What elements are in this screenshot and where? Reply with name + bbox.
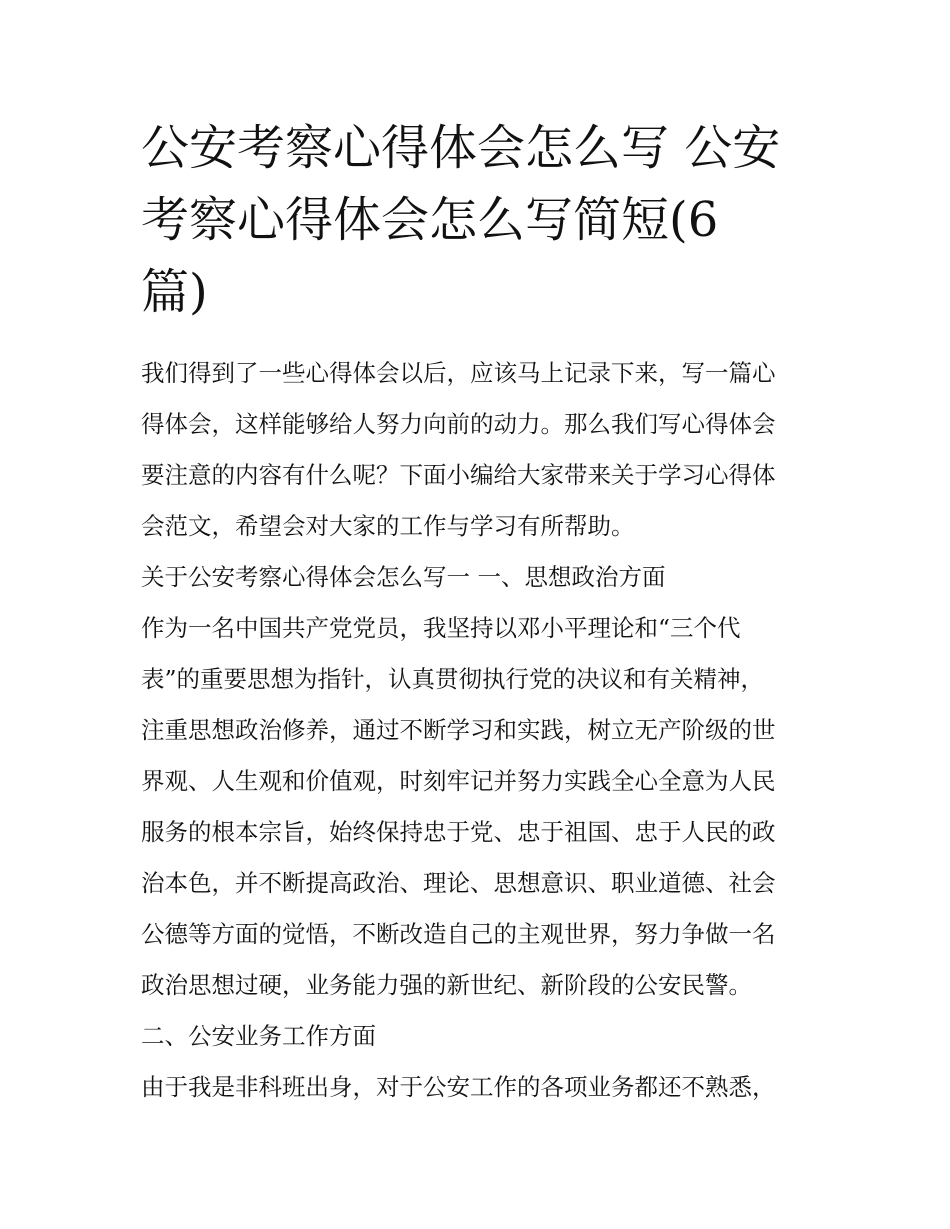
text-line: 由于我是非科班出身，对于公安工作的各项业务都还不熟悉， <box>141 1073 776 1101</box>
section-heading <box>141 1011 821 1062</box>
title-line: 考察心得体会怎么写简短(6 <box>141 192 719 248</box>
section1-heading: 关于公安考察心得体会怎么写一 一、思想政治方面 <box>141 563 666 591</box>
document-title <box>141 112 821 328</box>
title-line: 篇) <box>141 264 208 320</box>
text-line: 治本色，并不断提高政治、理论、思想意识、职业道德、社会 <box>141 869 776 897</box>
text-line: 会范文，希望会对大家的工作与学习有所帮助。 <box>141 512 635 540</box>
text-line: 公德等方面的觉悟，不断改造自己的主观世界，努力争做一名 <box>141 920 776 948</box>
document-content <box>141 112 821 1113</box>
text-line: 政治思想过硬，业务能力强的新世纪、新阶段的公安民警。 <box>141 971 752 999</box>
text-line: 表”的重要思想为指针，认真贯彻执行党的决议和有关精神， <box>141 665 765 693</box>
text-line: 服务的根本宗旨，始终保持忠于党、忠于祖国、忠于人民的政 <box>141 818 776 846</box>
text-line: 作为一名中国共产党党员，我坚持以邓小平理论和“三个代 <box>141 614 741 642</box>
text-line: 要注意的内容有什么呢？下面小编给大家带来关于学习心得体 <box>141 461 776 489</box>
section-heading <box>141 552 821 603</box>
section2-heading: 二、公安业务工作方面 <box>141 1022 376 1050</box>
text-line: 得体会，这样能够给人努力向前的动力。那么我们写心得体会 <box>141 410 776 438</box>
intro-paragraph <box>141 348 821 552</box>
text-line: 界观、人生观和价值观，时刻牢记并努力实践全心全意为人民 <box>141 767 776 795</box>
title-line: 公安考察心得体会怎么写 公安 <box>141 120 781 176</box>
section1-paragraph <box>141 603 821 1011</box>
text-line: 注重思想政治修养，通过不断学习和实践，树立无产阶级的世 <box>141 716 776 744</box>
text-line: 我们得到了一些心得体会以后，应该马上记录下来，写一篇心 <box>141 359 776 387</box>
section2-paragraph <box>141 1062 821 1113</box>
